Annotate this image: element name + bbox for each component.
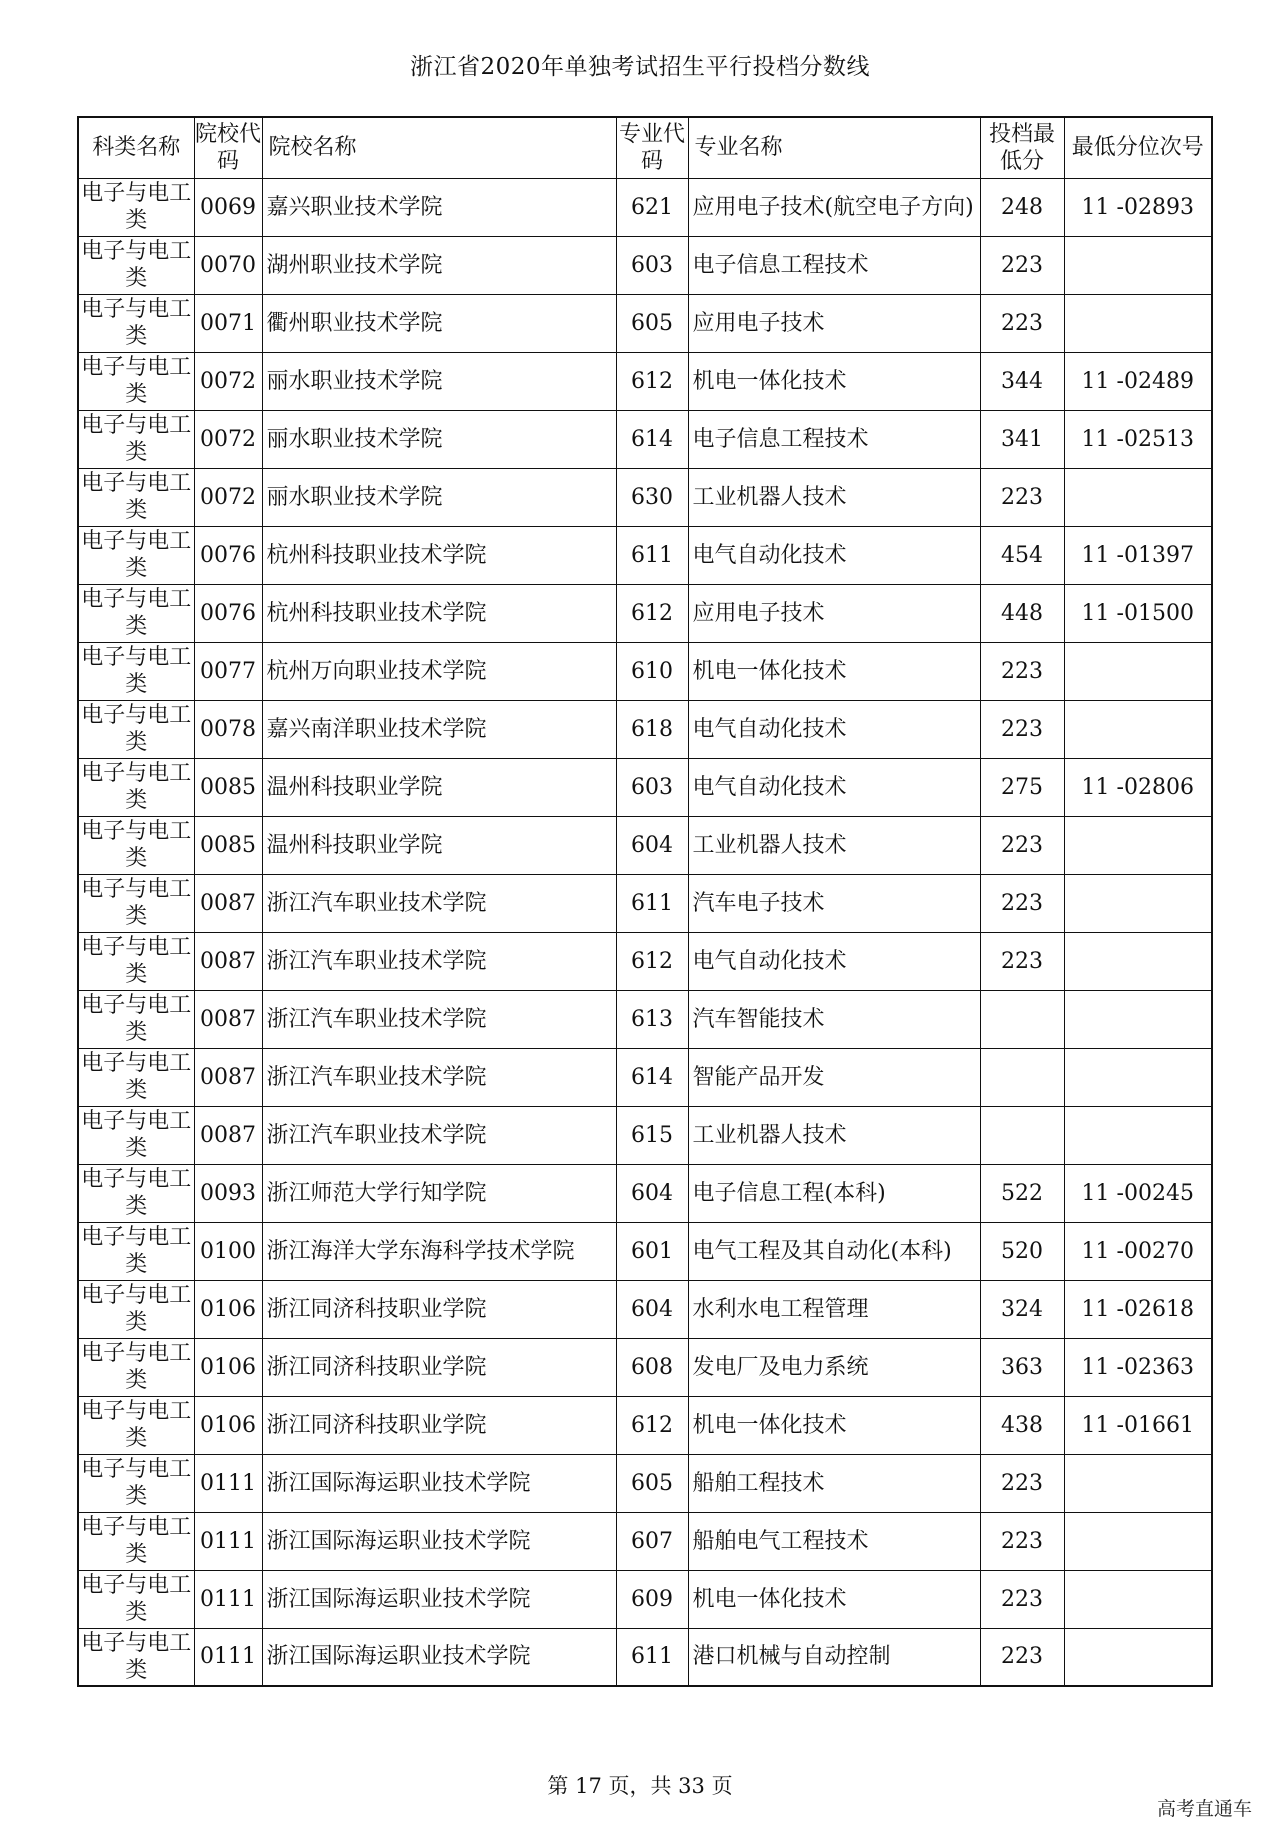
school-code-cell: 0078 (194, 700, 262, 758)
major-name-cell: 机电一体化技术 (688, 1396, 980, 1454)
min-rank-cell (1064, 932, 1212, 990)
school-code-cell: 0111 (194, 1512, 262, 1570)
category-cell: 电子与电工类 (78, 410, 194, 468)
min-rank-cell: 11 -01500 (1064, 584, 1212, 642)
school-code-cell: 0072 (194, 468, 262, 526)
category-cell: 电子与电工类 (78, 1512, 194, 1570)
min-score-cell: 363 (980, 1338, 1064, 1396)
school-code-cell: 0087 (194, 932, 262, 990)
school-name-cell: 浙江国际海运职业技术学院 (262, 1512, 616, 1570)
school-code-cell: 0076 (194, 526, 262, 584)
major-name-cell: 智能产品开发 (688, 1048, 980, 1106)
table-row (78, 1106, 1212, 1164)
min-rank-cell: 11 -02618 (1064, 1280, 1212, 1338)
min-rank-cell (1064, 874, 1212, 932)
min-rank-cell: 11 -02489 (1064, 352, 1212, 410)
category-cell: 电子与电工类 (78, 294, 194, 352)
min-rank-cell (1064, 1106, 1212, 1164)
school-name-cell: 嘉兴南洋职业技术学院 (262, 700, 616, 758)
table-row (78, 1628, 1212, 1686)
major-name-cell: 电子信息工程技术 (688, 410, 980, 468)
min-rank-cell (1064, 1048, 1212, 1106)
major-name-cell: 机电一体化技术 (688, 352, 980, 410)
min-score-cell: 341 (980, 410, 1064, 468)
school-code-cell: 0069 (194, 178, 262, 236)
major-code-cell: 611 (616, 874, 688, 932)
min-score-cell: 223 (980, 1512, 1064, 1570)
table-row (78, 1280, 1212, 1338)
min-rank-cell (1064, 1570, 1212, 1628)
school-code-cell: 0100 (194, 1222, 262, 1280)
min-score-cell: 223 (980, 642, 1064, 700)
category-cell: 电子与电工类 (78, 352, 194, 410)
major-code-cell: 603 (616, 236, 688, 294)
major-name-cell: 汽车智能技术 (688, 990, 980, 1048)
major-name-cell: 电气自动化技术 (688, 932, 980, 990)
school-code-cell: 0072 (194, 352, 262, 410)
school-code-cell: 0087 (194, 1106, 262, 1164)
major-code-cell: 603 (616, 758, 688, 816)
category-cell: 电子与电工类 (78, 468, 194, 526)
min-score-cell: 223 (980, 294, 1064, 352)
school-name-cell: 浙江国际海运职业技术学院 (262, 1454, 616, 1512)
min-score-cell: 223 (980, 1628, 1064, 1686)
major-name-cell: 应用电子技术 (688, 294, 980, 352)
major-code-cell: 604 (616, 1280, 688, 1338)
table-header-row (78, 117, 1212, 178)
major-name-cell: 船舶工程技术 (688, 1454, 980, 1512)
table-row (78, 1338, 1212, 1396)
major-name-cell: 水利水电工程管理 (688, 1280, 980, 1338)
header-min-rank: 最低分位次号 (1064, 117, 1212, 178)
min-score-cell: 223 (980, 700, 1064, 758)
min-rank-cell (1064, 468, 1212, 526)
table-row (78, 178, 1212, 236)
school-name-cell: 浙江汽车职业技术学院 (262, 1048, 616, 1106)
table-row (78, 236, 1212, 294)
school-name-cell: 杭州万向职业技术学院 (262, 642, 616, 700)
min-rank-cell: 11 -02363 (1064, 1338, 1212, 1396)
category-cell: 电子与电工类 (78, 1106, 194, 1164)
school-name-cell: 浙江汽车职业技术学院 (262, 990, 616, 1048)
category-cell: 电子与电工类 (78, 1628, 194, 1686)
min-score-cell (980, 990, 1064, 1048)
major-code-cell: 621 (616, 178, 688, 236)
category-cell: 电子与电工类 (78, 1280, 194, 1338)
category-cell: 电子与电工类 (78, 1222, 194, 1280)
header-school-code: 院校代码 (194, 117, 262, 178)
school-name-cell: 丽水职业技术学院 (262, 352, 616, 410)
major-code-cell: 601 (616, 1222, 688, 1280)
school-code-cell: 0106 (194, 1396, 262, 1454)
min-score-cell: 520 (980, 1222, 1064, 1280)
category-cell: 电子与电工类 (78, 1570, 194, 1628)
major-code-cell: 608 (616, 1338, 688, 1396)
school-name-cell: 杭州科技职业技术学院 (262, 584, 616, 642)
major-code-cell: 611 (616, 526, 688, 584)
table-row (78, 468, 1212, 526)
min-score-cell: 454 (980, 526, 1064, 584)
school-name-cell: 温州科技职业学院 (262, 758, 616, 816)
min-rank-cell: 11 -02513 (1064, 410, 1212, 468)
school-code-cell: 0111 (194, 1570, 262, 1628)
school-code-cell: 0085 (194, 816, 262, 874)
major-code-cell: 605 (616, 294, 688, 352)
min-score-cell: 223 (980, 874, 1064, 932)
header-major-name: 专业名称 (688, 117, 980, 178)
table-row (78, 700, 1212, 758)
min-rank-cell: 11 -02806 (1064, 758, 1212, 816)
min-rank-cell: 11 -00245 (1064, 1164, 1212, 1222)
major-code-cell: 604 (616, 1164, 688, 1222)
min-rank-cell: 11 -00270 (1064, 1222, 1212, 1280)
major-code-cell: 614 (616, 410, 688, 468)
major-code-cell: 604 (616, 816, 688, 874)
major-name-cell: 应用电子技术(航空电子方向) (688, 178, 980, 236)
min-score-cell: 522 (980, 1164, 1064, 1222)
major-name-cell: 电气工程及其自动化(本科) (688, 1222, 980, 1280)
table-row (78, 642, 1212, 700)
min-score-cell: 223 (980, 932, 1064, 990)
table-row (78, 758, 1212, 816)
school-name-cell: 湖州职业技术学院 (262, 236, 616, 294)
major-name-cell: 工业机器人技术 (688, 1106, 980, 1164)
table-row (78, 874, 1212, 932)
category-cell: 电子与电工类 (78, 932, 194, 990)
major-name-cell: 电子信息工程技术 (688, 236, 980, 294)
category-cell: 电子与电工类 (78, 1396, 194, 1454)
school-code-cell: 0087 (194, 874, 262, 932)
min-score-cell: 223 (980, 468, 1064, 526)
table-row (78, 816, 1212, 874)
major-name-cell: 电子信息工程(本科) (688, 1164, 980, 1222)
category-cell: 电子与电工类 (78, 1454, 194, 1512)
table-row (78, 1570, 1212, 1628)
table-row (78, 294, 1212, 352)
min-rank-cell (1064, 1628, 1212, 1686)
major-code-cell: 612 (616, 932, 688, 990)
school-code-cell: 0111 (194, 1454, 262, 1512)
min-score-cell: 223 (980, 1454, 1064, 1512)
major-code-cell: 618 (616, 700, 688, 758)
major-code-cell: 613 (616, 990, 688, 1048)
min-rank-cell: 11 -01397 (1064, 526, 1212, 584)
min-rank-cell (1064, 642, 1212, 700)
major-code-cell: 612 (616, 352, 688, 410)
school-code-cell: 0106 (194, 1280, 262, 1338)
table-row (78, 584, 1212, 642)
school-name-cell: 浙江汽车职业技术学院 (262, 932, 616, 990)
major-name-cell: 应用电子技术 (688, 584, 980, 642)
school-name-cell: 浙江汽车职业技术学院 (262, 874, 616, 932)
header-category: 科类名称 (78, 117, 194, 178)
table-row (78, 1396, 1212, 1454)
category-cell: 电子与电工类 (78, 816, 194, 874)
school-code-cell: 0093 (194, 1164, 262, 1222)
school-code-cell: 0072 (194, 410, 262, 468)
min-rank-cell (1064, 990, 1212, 1048)
school-code-cell: 0076 (194, 584, 262, 642)
category-cell: 电子与电工类 (78, 642, 194, 700)
table-row (78, 1454, 1212, 1512)
min-score-cell: 248 (980, 178, 1064, 236)
school-name-cell: 丽水职业技术学院 (262, 410, 616, 468)
table-row (78, 526, 1212, 584)
major-name-cell: 机电一体化技术 (688, 642, 980, 700)
school-name-cell: 浙江海洋大学东海科学技术学院 (262, 1222, 616, 1280)
table-body (78, 178, 1212, 1686)
major-name-cell: 电气自动化技术 (688, 758, 980, 816)
category-cell: 电子与电工类 (78, 700, 194, 758)
major-name-cell: 发电厂及电力系统 (688, 1338, 980, 1396)
major-code-cell: 609 (616, 1570, 688, 1628)
category-cell: 电子与电工类 (78, 236, 194, 294)
category-cell: 电子与电工类 (78, 758, 194, 816)
major-code-cell: 630 (616, 468, 688, 526)
min-score-cell: 223 (980, 236, 1064, 294)
major-name-cell: 汽车电子技术 (688, 874, 980, 932)
category-cell: 电子与电工类 (78, 990, 194, 1048)
table-row (78, 990, 1212, 1048)
school-name-cell: 浙江同济科技职业学院 (262, 1396, 616, 1454)
major-name-cell: 机电一体化技术 (688, 1570, 980, 1628)
major-code-cell: 607 (616, 1512, 688, 1570)
school-name-cell: 嘉兴职业技术学院 (262, 178, 616, 236)
major-name-cell: 船舶电气工程技术 (688, 1512, 980, 1570)
school-name-cell: 浙江国际海运职业技术学院 (262, 1570, 616, 1628)
score-table (77, 116, 1213, 1687)
school-name-cell: 丽水职业技术学院 (262, 468, 616, 526)
table-row (78, 1164, 1212, 1222)
min-score-cell: 344 (980, 352, 1064, 410)
school-name-cell: 衢州职业技术学院 (262, 294, 616, 352)
table-row (78, 932, 1212, 990)
major-name-cell: 工业机器人技术 (688, 468, 980, 526)
major-name-cell: 电气自动化技术 (688, 526, 980, 584)
school-name-cell: 杭州科技职业技术学院 (262, 526, 616, 584)
school-name-cell: 浙江国际海运职业技术学院 (262, 1628, 616, 1686)
min-rank-cell (1064, 700, 1212, 758)
category-cell: 电子与电工类 (78, 1338, 194, 1396)
page-title: 浙江省2020年单独考试招生平行投档分数线 (409, 54, 871, 80)
major-code-cell: 605 (616, 1454, 688, 1512)
table-row (78, 352, 1212, 410)
min-score-cell (980, 1048, 1064, 1106)
school-code-cell: 0087 (194, 1048, 262, 1106)
school-code-cell: 0070 (194, 236, 262, 294)
min-rank-cell (1064, 236, 1212, 294)
school-code-cell: 0077 (194, 642, 262, 700)
header-school-name: 院校名称 (262, 117, 616, 178)
table-row (78, 1048, 1212, 1106)
min-score-cell: 223 (980, 1570, 1064, 1628)
major-code-cell: 610 (616, 642, 688, 700)
min-score-cell: 438 (980, 1396, 1064, 1454)
min-rank-cell (1064, 1454, 1212, 1512)
major-code-cell: 615 (616, 1106, 688, 1164)
category-cell: 电子与电工类 (78, 1048, 194, 1106)
table-row (78, 1512, 1212, 1570)
min-rank-cell (1064, 294, 1212, 352)
school-name-cell: 温州科技职业学院 (262, 816, 616, 874)
major-code-cell: 614 (616, 1048, 688, 1106)
school-code-cell: 0071 (194, 294, 262, 352)
major-code-cell: 611 (616, 1628, 688, 1686)
major-name-cell: 港口机械与自动控制 (688, 1628, 980, 1686)
major-name-cell: 电气自动化技术 (688, 700, 980, 758)
header-min-score: 投档最低分 (980, 117, 1064, 178)
min-score-cell (980, 1106, 1064, 1164)
school-code-cell: 0087 (194, 990, 262, 1048)
min-score-cell: 448 (980, 584, 1064, 642)
watermark-text: 高考直通车 (1156, 1798, 1252, 1820)
min-score-cell: 275 (980, 758, 1064, 816)
table-row (78, 1222, 1212, 1280)
category-cell: 电子与电工类 (78, 526, 194, 584)
min-rank-cell (1064, 816, 1212, 874)
header-major-code: 专业代码 (616, 117, 688, 178)
school-name-cell: 浙江汽车职业技术学院 (262, 1106, 616, 1164)
min-rank-cell: 11 -02893 (1064, 178, 1212, 236)
major-name-cell: 工业机器人技术 (688, 816, 980, 874)
school-code-cell: 0085 (194, 758, 262, 816)
major-code-cell: 612 (616, 1396, 688, 1454)
category-cell: 电子与电工类 (78, 874, 194, 932)
table-row (78, 410, 1212, 468)
school-code-cell: 0106 (194, 1338, 262, 1396)
min-score-cell: 324 (980, 1280, 1064, 1338)
school-name-cell: 浙江同济科技职业学院 (262, 1280, 616, 1338)
min-rank-cell: 11 -01661 (1064, 1396, 1212, 1454)
page-footer: 第 17 页，共 33 页 (547, 1774, 733, 1798)
category-cell: 电子与电工类 (78, 178, 194, 236)
major-code-cell: 612 (616, 584, 688, 642)
min-rank-cell (1064, 1512, 1212, 1570)
school-name-cell: 浙江同济科技职业学院 (262, 1338, 616, 1396)
min-score-cell: 223 (980, 816, 1064, 874)
school-code-cell: 0111 (194, 1628, 262, 1686)
school-name-cell: 浙江师范大学行知学院 (262, 1164, 616, 1222)
category-cell: 电子与电工类 (78, 1164, 194, 1222)
category-cell: 电子与电工类 (78, 584, 194, 642)
